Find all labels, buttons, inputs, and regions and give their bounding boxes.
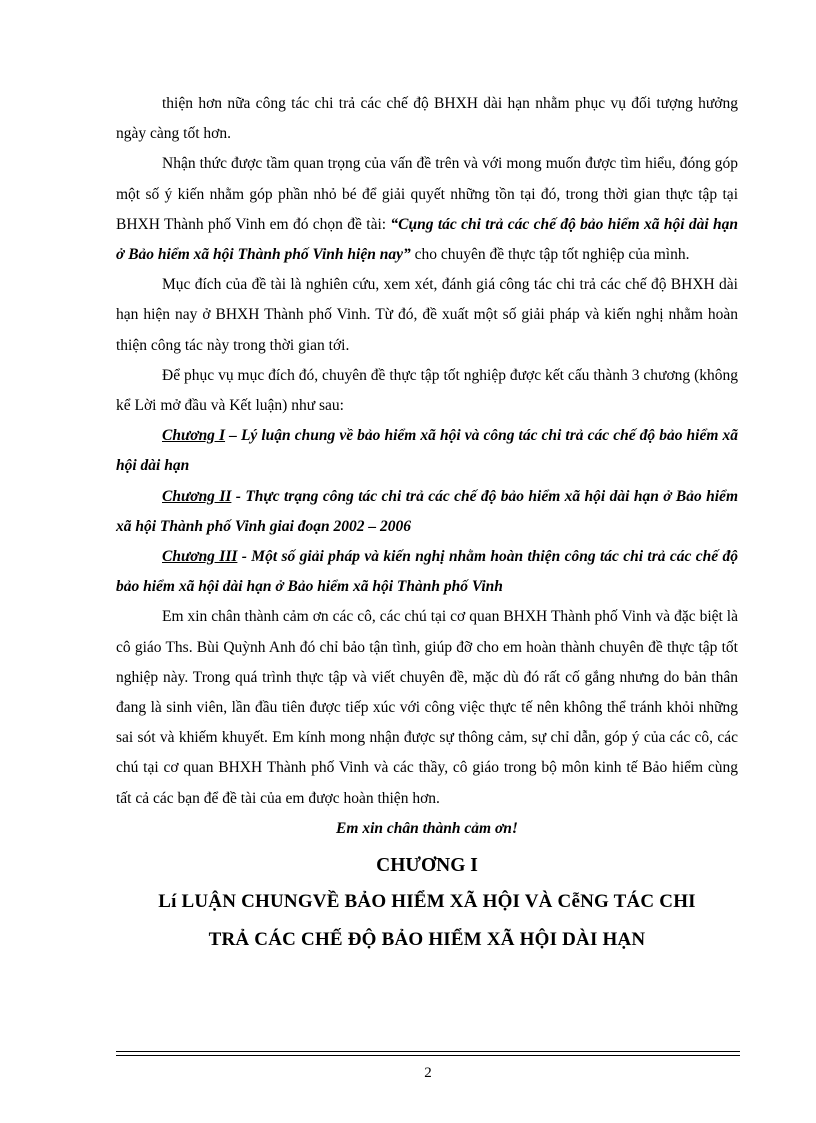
chapter-summary-2 bbox=[116, 482, 738, 542]
acknowledgement-text: Em xin chân thành cảm ơn các cô, các chú tại cơ quan BHXH Thành phố Vinh và đặc biệt là cô giáo Ths. Bùi Quỳnh Anh đó chỉ bảo tận tình, giúp đỡ cho em hoàn thành chuyên đề thực tập tốt nghiệp này. Trong quá trình thực tập và viết chuyên đề, mặc dù đó rất cố gắng nhưng do bản thân đang là sinh viên, lần đầu tiên được tiếp xúc với công việc thực tế nên không thể tránh khỏi những sai sót và khiếm khuyết. Em kính mong nhận được sự thông cảm, sự chỉ dẫn, góp ý của các cô, các chú tại cơ quan BHXH Thành phố Vinh và các thầy, cô giáo trong bộ môn kinh tế Bảo hiểm cùng tất cả các bạn để đề tài của em được hoàn thiện hơn. bbox=[116, 608, 738, 807]
chapter-heading-title-line-2: TRẢ CÁC CHẾ ĐỘ BẢO HIỂM XÃ HỘI DÀI HẠN bbox=[208, 929, 646, 951]
chapter-heading-title-line-1: Lí LUẬN CHUNGVỀ BẢO HIỂM XÃ HỘI VÀ CễNG TÁC CHI bbox=[158, 891, 696, 913]
chapter-summary-1 bbox=[116, 421, 738, 481]
intro-p2-tail: cho chuyên đề thực tập tốt nghiệp của mình. bbox=[410, 246, 690, 264]
footer-rule-top bbox=[116, 1051, 740, 1052]
intro-p2-text: Nhận thức được tầm quan trọng của vấn đề trên và với mong muốn được tìm hiểu, đóng góp một số ý kiến nhằm góp phần nhỏ bé để giải quyết những tồn tại đó, trong thời gian thực tập tại BHXH Thành phố Vinh em đó chọn đề tài: bbox=[116, 155, 738, 233]
intro-p4-text: Để phục vụ mục đích đó, chuyên đề thực tập tốt nghiệp được kết cấu thành 3 chương (không kể Lời mở đầu và Kết luận) như sau: bbox=[116, 366, 738, 415]
thanks-line: Em xin chân thành cảm ơn! bbox=[336, 819, 518, 837]
chapter-1-title: – Lý luận chung về bảo hiểm xã hội và công tác chi trả các chế độ bảo hiểm xã hội dài hạn bbox=[116, 427, 738, 475]
chapter-3-label: Chương III bbox=[162, 548, 238, 566]
topic-title: “Cụng tác chi trả các chế độ bảo hiểm xã hội dài hạn ở Bảo hiểm xã hội Thành phố Vinh hiện nay” bbox=[116, 215, 738, 264]
chapter-heading-number: CHƯƠNG I bbox=[376, 855, 478, 877]
footer-rule-bottom bbox=[116, 1055, 740, 1056]
chapter-3-title: - Một số giải pháp và kiến nghị nhằm hoàn thiện công tác chi trả các chế độ bảo hiểm xã hội dài hạn ở Bảo hiểm xã hội Thành phố Vinh bbox=[116, 548, 738, 596]
chapter-summary-3 bbox=[116, 542, 738, 602]
chapter-1-label: Chương I bbox=[162, 427, 226, 445]
chapter-2-title: - Thực trạng công tác chi trả các chế độ bảo hiểm xã hội dài hạn ở Bảo hiểm xã hội Thành phố Vinh giai đoạn 2002 – 2006 bbox=[116, 487, 738, 535]
intro-p3-text: Mục đích của đề tài là nghiên cứu, xem xét, đánh giá công tác chi trả các chế độ BHXH dài hạn hiện nay ở BHXH Thành phố Vinh. Từ đó, đề xuất một số giải pháp và kiến nghị nhằm hoàn thiện công tác này trong thời gian tới. bbox=[116, 276, 738, 354]
document-body bbox=[116, 89, 738, 959]
intro-paragraph-1 bbox=[116, 89, 738, 149]
intro-paragraph-3 bbox=[116, 270, 738, 361]
intro-paragraph-2 bbox=[116, 149, 738, 270]
intro-p1-text: thiện hơn nữa công tác chi trả các chế độ BHXH dài hạn nhằm phục vụ đối tượng hưởng ngày càng tốt hơn. bbox=[116, 95, 738, 143]
intro-paragraph-4 bbox=[116, 361, 738, 421]
acknowledgement-paragraph bbox=[116, 602, 738, 813]
page-number: 2 bbox=[424, 1065, 432, 1081]
chapter-2-label: Chương II bbox=[162, 487, 232, 505]
